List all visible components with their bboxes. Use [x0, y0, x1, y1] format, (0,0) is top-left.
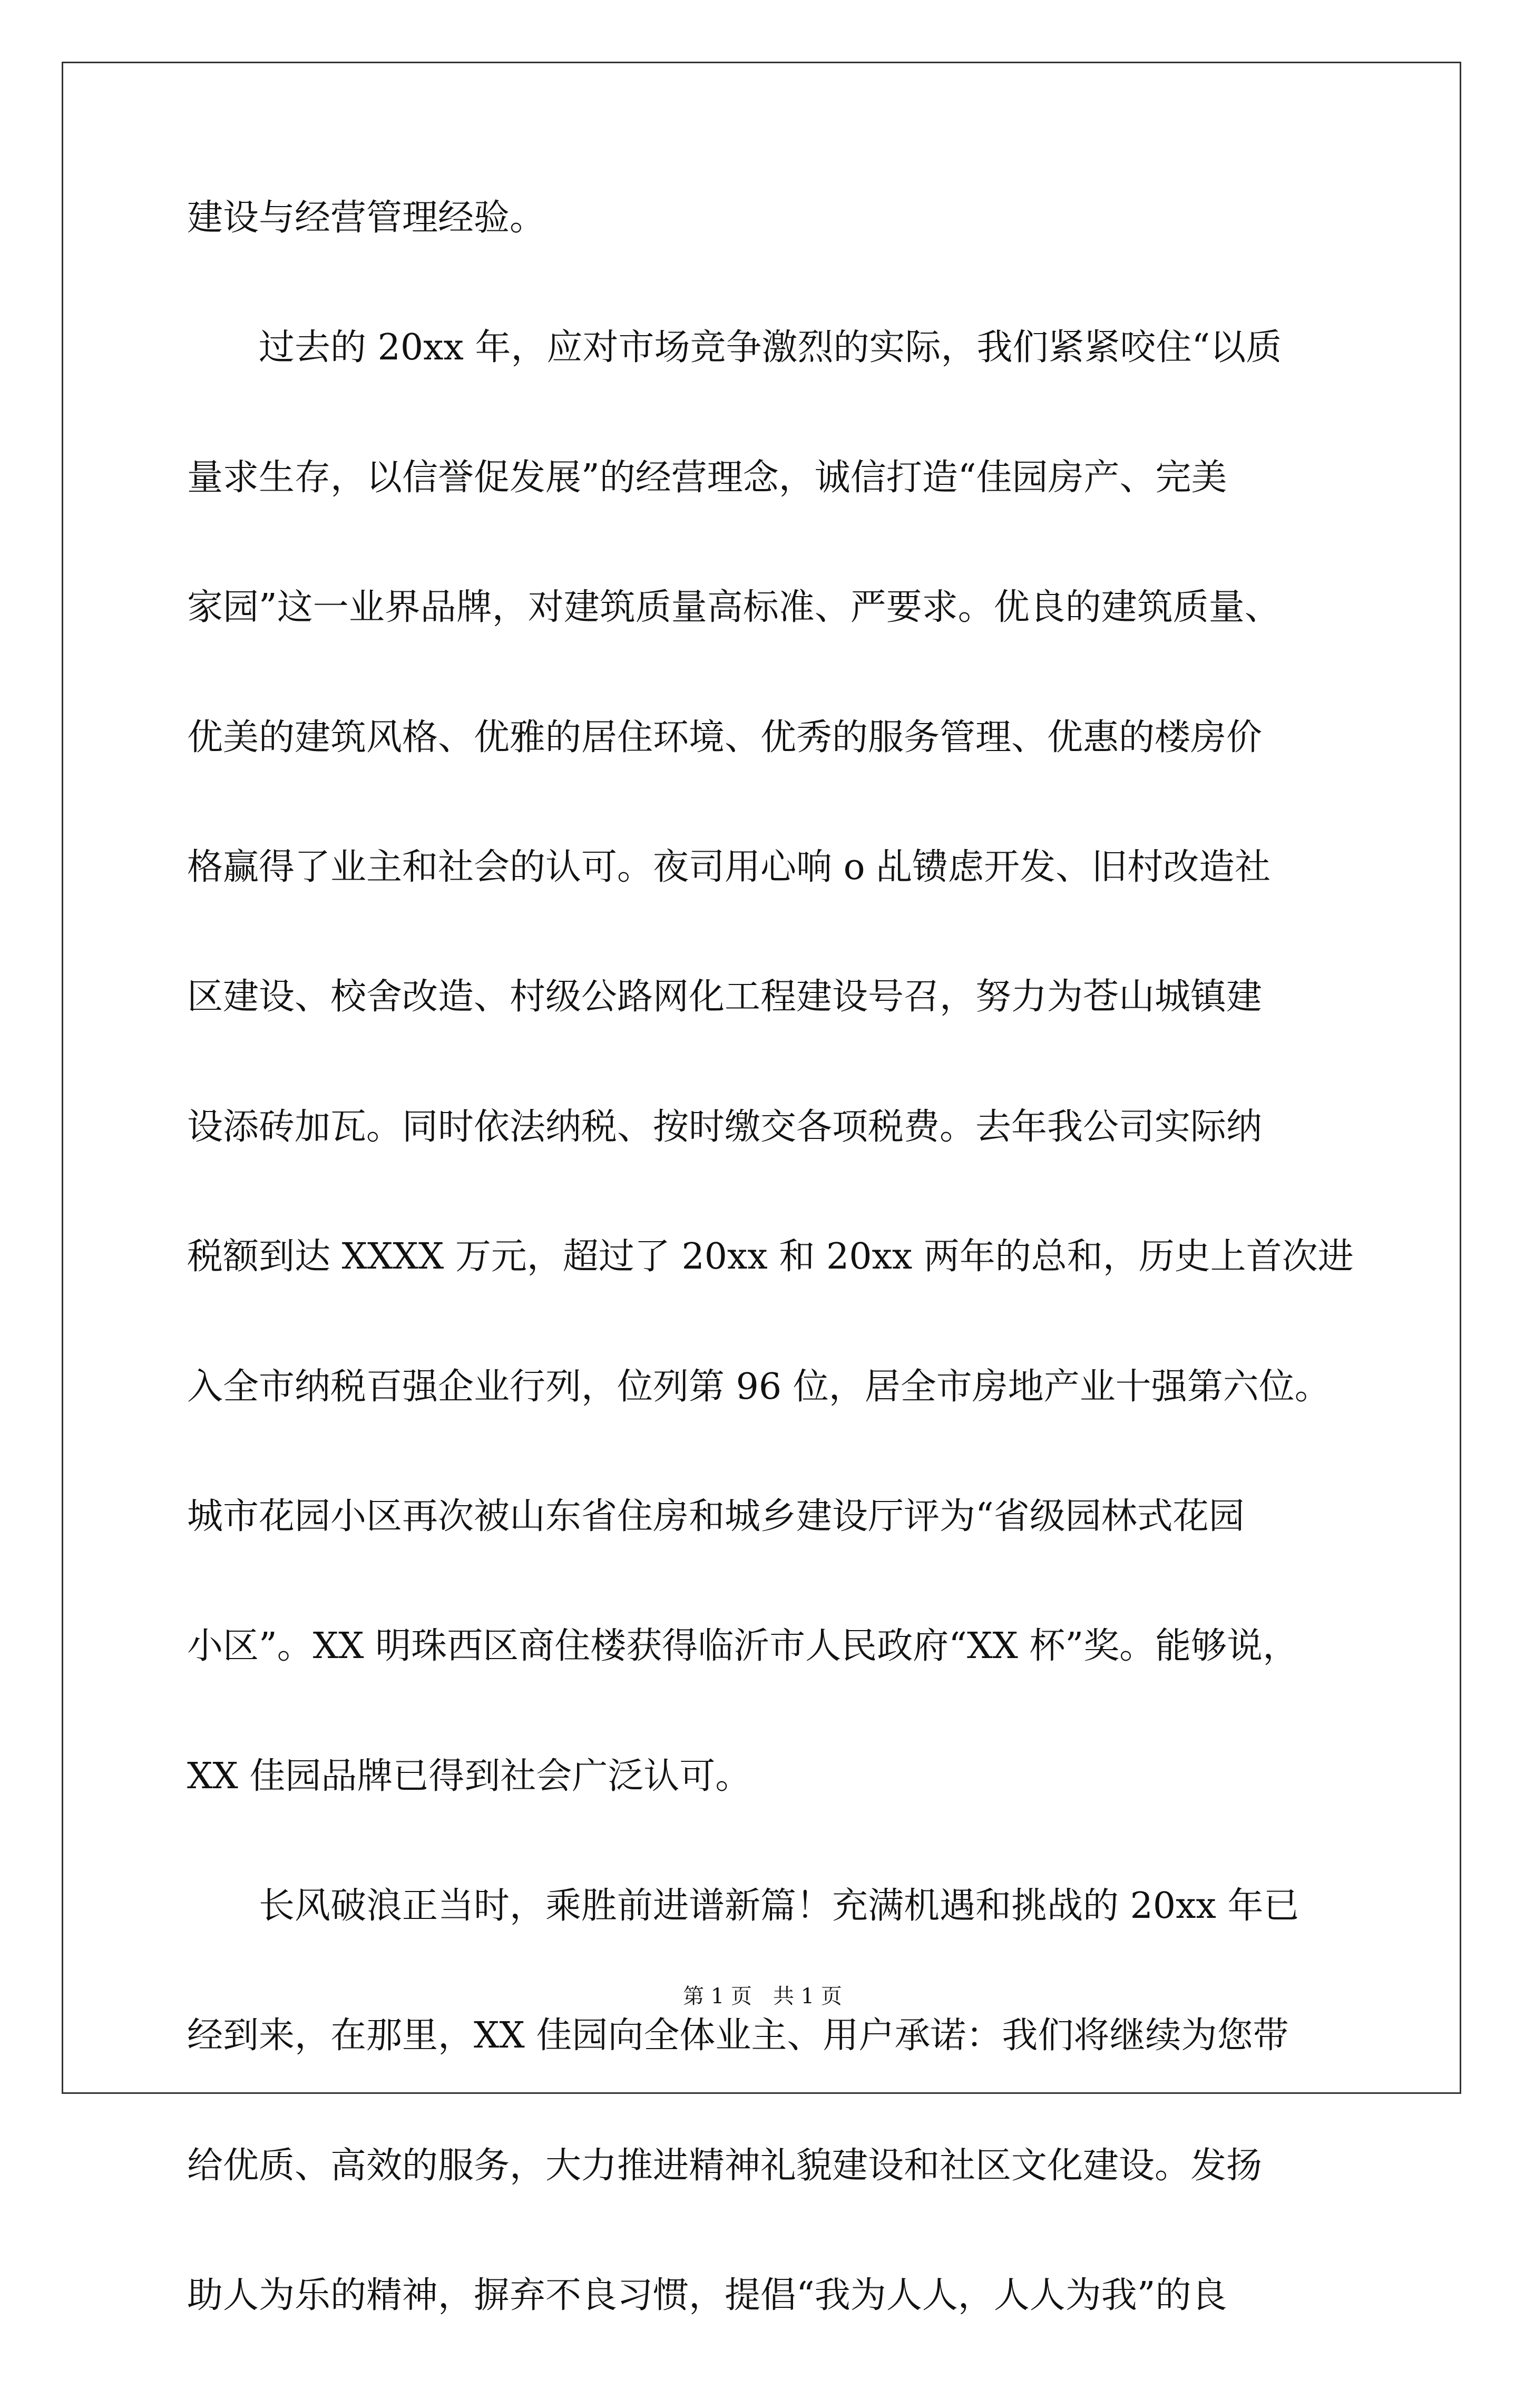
- text-line: 建设与经营管理经验。: [187, 197, 546, 239]
- text-line: 格赢得了业主和社会的认可。夜司用心响 o 乩镄虑开发、旧村改造社: [187, 846, 1271, 888]
- text-line: 设添砖加瓦。同时依法纳税、按时缴交各项税费。去年我公司实际纳: [187, 1106, 1263, 1148]
- text-line: 家园”这一业界品牌，对建筑质量高标准、严要求。优良的建筑质量、: [187, 587, 1280, 629]
- text-line: 经到来，在那里，XX 佳园向全体业主、用户承诺：我们将继续为您带: [187, 2015, 1289, 2057]
- text-line: 城市花园小区再次被山东省住房和城乡建设厅评为“省级园林式花园: [187, 1495, 1245, 1537]
- text-line: 给优质、高效的服务，大力推进精神礼貌建设和社区文化建设。发扬: [187, 2144, 1263, 2187]
- text-line: 税额到达 XXXX 万元，超过了 20xx 和 20xx 两年的总和，历史上首次进: [187, 1236, 1354, 1278]
- text-line: 小区”。XX 明珠西区商住楼获得临沂市人民政府“XX 杯”奖。能够说，: [187, 1625, 1299, 1668]
- text-line: 长风破浪正当时，乘胜前进谱新篇！充满机遇和挑战的 20xx 年已: [187, 1885, 1299, 1927]
- document-body: [187, 197, 1354, 2408]
- text-line: 量求生存，以信誉促发展”的经营理念，诚信打造“佳园房产、完美: [187, 456, 1227, 499]
- text-line: 入全市纳税百强企业行列，位列第 96 位，居全市房地产业十强第六位。: [187, 1366, 1331, 1408]
- text-line: 区建设、校舍改造、村级公路网化工程建设号召，努力为苍山城镇建: [187, 976, 1263, 1018]
- page-number: 第 1 页 共 1 页: [683, 1984, 842, 2009]
- text-line: 优美的建筑风格、优雅的居住环境、优秀的服务管理、优惠的楼房价: [187, 716, 1263, 758]
- page-footer: [0, 1986, 1525, 2007]
- text-line: 过去的 20xx 年，应对市场竞争激烈的实际，我们紧紧咬住“以质: [187, 327, 1282, 369]
- text-line: 助人为乐的精神，摒弃不良习惯，提倡“我为人人，人人为我”的良: [187, 2275, 1227, 2317]
- text-line: XX 佳园品牌已得到社会广泛认可。: [187, 1755, 751, 1797]
